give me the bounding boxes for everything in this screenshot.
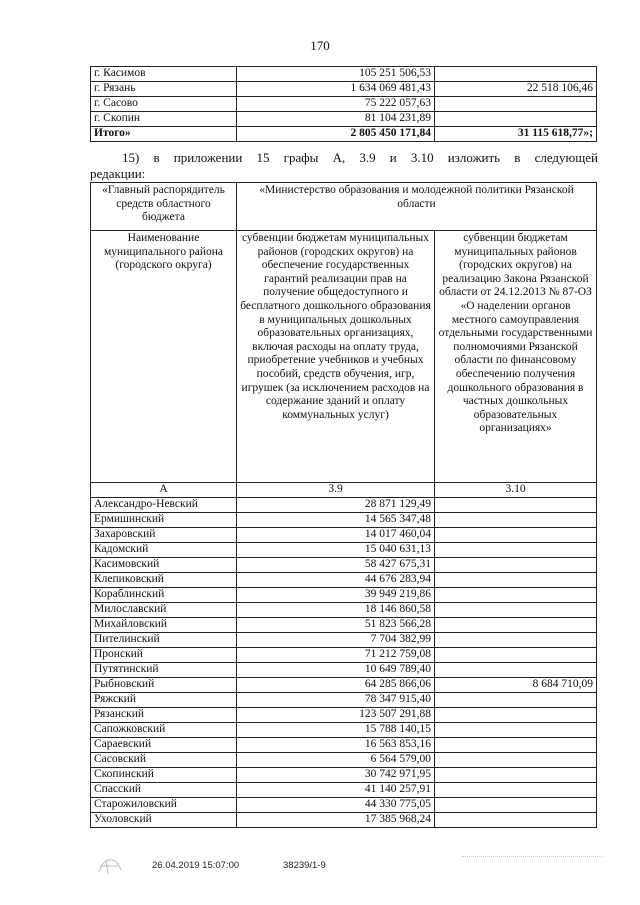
cell-value-3-9: 7 704 382,99 — [237, 633, 435, 648]
cell-value-3-10 — [435, 663, 597, 678]
cell-value-3-9: 15 788 140,15 — [237, 723, 435, 738]
cell-value-3-10 — [435, 588, 597, 603]
table-row — [91, 618, 597, 633]
table-row — [91, 798, 597, 813]
cell-name: Старожиловский — [91, 798, 237, 813]
cell-value-3-10 — [435, 648, 597, 663]
index-3-10: 3.10 — [435, 483, 597, 498]
cell-name: г. Скопин — [91, 112, 237, 127]
cell-value-3-9: 2 805 450 171,84 — [237, 127, 435, 142]
cell-value-3-10: 31 115 618,77»; — [435, 127, 597, 142]
cell-value-3-10 — [435, 753, 597, 768]
cell-value-3-10 — [435, 97, 597, 112]
cell-value-3-10 — [435, 558, 597, 573]
cell-name: Ермишинский — [91, 513, 237, 528]
table-row — [91, 738, 597, 753]
table-row — [91, 588, 597, 603]
cell-name: Александро-Невский — [91, 498, 237, 513]
cell-value-3-10: 8 684 710,09 — [435, 678, 597, 693]
cell-value-3-9: 44 676 283,94 — [237, 573, 435, 588]
cell-name: Захаровский — [91, 528, 237, 543]
cell-value-3-9: 14 017 460,04 — [237, 528, 435, 543]
cell-value-3-9: 6 564 579,00 — [237, 753, 435, 768]
header-row-index — [91, 483, 597, 498]
cell-value-3-9: 18 146 860,58 — [237, 603, 435, 618]
cell-value-3-9: 15 040 631,13 — [237, 543, 435, 558]
cell-value-3-10 — [435, 112, 597, 127]
cell-value-3-9: 28 871 129,49 — [237, 498, 435, 513]
table-row — [91, 633, 597, 648]
cell-value-3-9: 58 427 675,31 — [237, 558, 435, 573]
top-table-row — [91, 97, 597, 112]
table-row — [91, 783, 597, 798]
cell-name: Кораблинский — [91, 588, 237, 603]
seal-mark-icon — [96, 852, 124, 880]
index-a: А — [91, 483, 237, 498]
table-row — [91, 678, 597, 693]
table-row — [91, 573, 597, 588]
cell-value-3-9: 51 823 566,28 — [237, 618, 435, 633]
cell-value-3-10 — [435, 633, 597, 648]
table-row — [91, 513, 597, 528]
page-number: 170 — [310, 38, 330, 53]
appendix-table — [90, 182, 597, 828]
cell-value-3-10 — [435, 513, 597, 528]
top-total-row — [91, 127, 597, 142]
cell-value-3-9: 16 563 853,16 — [237, 738, 435, 753]
cell-value-3-10: 22 518 106,46 — [435, 82, 597, 97]
cell-value-3-9: 44 330 775,05 — [237, 798, 435, 813]
table-row — [91, 528, 597, 543]
cell-value-3-10 — [435, 543, 597, 558]
cell-value-3-10 — [435, 693, 597, 708]
cell-name: г. Сасово — [91, 97, 237, 112]
cell-value-3-9: 10 649 789,40 — [237, 663, 435, 678]
cell-name: Ухоловский — [91, 813, 237, 828]
cell-name: Кадомский — [91, 543, 237, 558]
cell-value-3-10 — [435, 573, 597, 588]
column-a-label: Наименование муниципального района (городского округа) — [91, 231, 237, 483]
cell-value-3-10 — [435, 783, 597, 798]
cell-value-3-10 — [435, 708, 597, 723]
cell-value-3-9: 41 140 257,91 — [237, 783, 435, 798]
cell-value-3-9: 64 285 866,06 — [237, 678, 435, 693]
cell-value-3-9: 17 385 968,24 — [237, 813, 435, 828]
cell-name: Касимовский — [91, 558, 237, 573]
cell-value-3-10 — [435, 67, 597, 82]
cell-value-3-10 — [435, 603, 597, 618]
table-row — [91, 813, 597, 828]
cell-value-3-10 — [435, 498, 597, 513]
cell-name: Рязанский — [91, 708, 237, 723]
main-manager-label: «Главный распорядитель средств областного бюджета — [91, 183, 237, 231]
table-row — [91, 753, 597, 768]
cell-value-3-9: 1 634 069 481,43 — [237, 82, 435, 97]
table-row — [91, 543, 597, 558]
cell-value-3-9: 75 222 057,63 — [237, 97, 435, 112]
cell-name: Сапожковский — [91, 723, 237, 738]
table-row — [91, 558, 597, 573]
cell-name: г. Рязань — [91, 82, 237, 97]
top-table-row — [91, 67, 597, 82]
cell-value-3-9: 123 507 291,88 — [237, 708, 435, 723]
cell-value-3-9: 71 212 759,08 — [237, 648, 435, 663]
paragraph-line-1: 15) в приложении 15 графы А, 3.9 и 3.10 изложить в следующей — [122, 150, 598, 165]
cell-name: Спасский — [91, 783, 237, 798]
table-row — [91, 693, 597, 708]
table-row — [91, 708, 597, 723]
cell-name: г. Касимов — [91, 67, 237, 82]
table-row — [91, 663, 597, 678]
cell-name: Сараевский — [91, 738, 237, 753]
table-row — [91, 648, 597, 663]
cell-name: Итого» — [91, 127, 237, 142]
footer-datetime: 26.04.2019 15:07:00 — [152, 860, 240, 871]
paragraph-line-2: редакции: — [90, 166, 146, 181]
faded-stamp-icon — [462, 856, 602, 875]
cell-name: Ряжский — [91, 693, 237, 708]
cell-value-3-9: 105 251 506,53 — [237, 67, 435, 82]
cell-name: Милославский — [91, 603, 237, 618]
cell-value-3-10 — [435, 738, 597, 753]
top-table-row — [91, 112, 597, 127]
cell-value-3-10 — [435, 768, 597, 783]
header-row-columns — [91, 231, 597, 483]
cell-value-3-9: 81 104 231,89 — [237, 112, 435, 127]
cell-name: Пителинский — [91, 633, 237, 648]
table-row — [91, 498, 597, 513]
top-table-row — [91, 82, 597, 97]
index-3-9: 3.9 — [237, 483, 435, 498]
cell-value-3-10 — [435, 723, 597, 738]
amendment-paragraph — [90, 150, 598, 182]
top-summary-table — [90, 66, 597, 142]
footer-document-id: 38239/1-9 — [283, 860, 326, 871]
cell-name: Сасовский — [91, 753, 237, 768]
cell-value-3-9: 39 949 219,86 — [237, 588, 435, 603]
cell-value-3-10 — [435, 798, 597, 813]
cell-name: Скопинский — [91, 768, 237, 783]
cell-value-3-10 — [435, 618, 597, 633]
cell-name: Клепиковский — [91, 573, 237, 588]
ministry-name: «Министерство образования и молодежной политики Рязанской области — [237, 183, 597, 231]
cell-value-3-10 — [435, 528, 597, 543]
cell-value-3-9: 14 565 347,48 — [237, 513, 435, 528]
cell-name: Пронский — [91, 648, 237, 663]
cell-name: Путятинский — [91, 663, 237, 678]
column-3-9-description: субвенции бюджетам муниципальных районов (городских округов) на обеспечение государственных гарантий реализации прав на получение общедоступного и бесплатного дошкольного образования в муниципальных дошкольных образовательных организациях, включая расходы на оплату труда, приобретение учебников и учебных пособий, средств обучения, игр, игрушек (за исключением расходов на содержание зданий и оплату коммунальных услуг) — [237, 231, 435, 483]
table-row — [91, 603, 597, 618]
cell-name: Рыбновский — [91, 678, 237, 693]
table-row — [91, 768, 597, 783]
cell-name: Михайловский — [91, 618, 237, 633]
header-row-manager — [91, 183, 597, 231]
cell-value-3-10 — [435, 813, 597, 828]
cell-value-3-9: 78 347 915,40 — [237, 693, 435, 708]
cell-value-3-9: 30 742 971,95 — [237, 768, 435, 783]
table-row — [91, 723, 597, 738]
column-3-10-description: субвенции бюджетам муниципальных районов (городских округов) на реализацию Закона Рязанской области от 24.12.2013 № 87-ОЗ «О наделении органов местного самоуправления отдельными государственными полномочиями Рязанской области по финансовому обеспечению получения дошкольного образования в частных дошкольных образовательных организациях» — [435, 231, 597, 483]
